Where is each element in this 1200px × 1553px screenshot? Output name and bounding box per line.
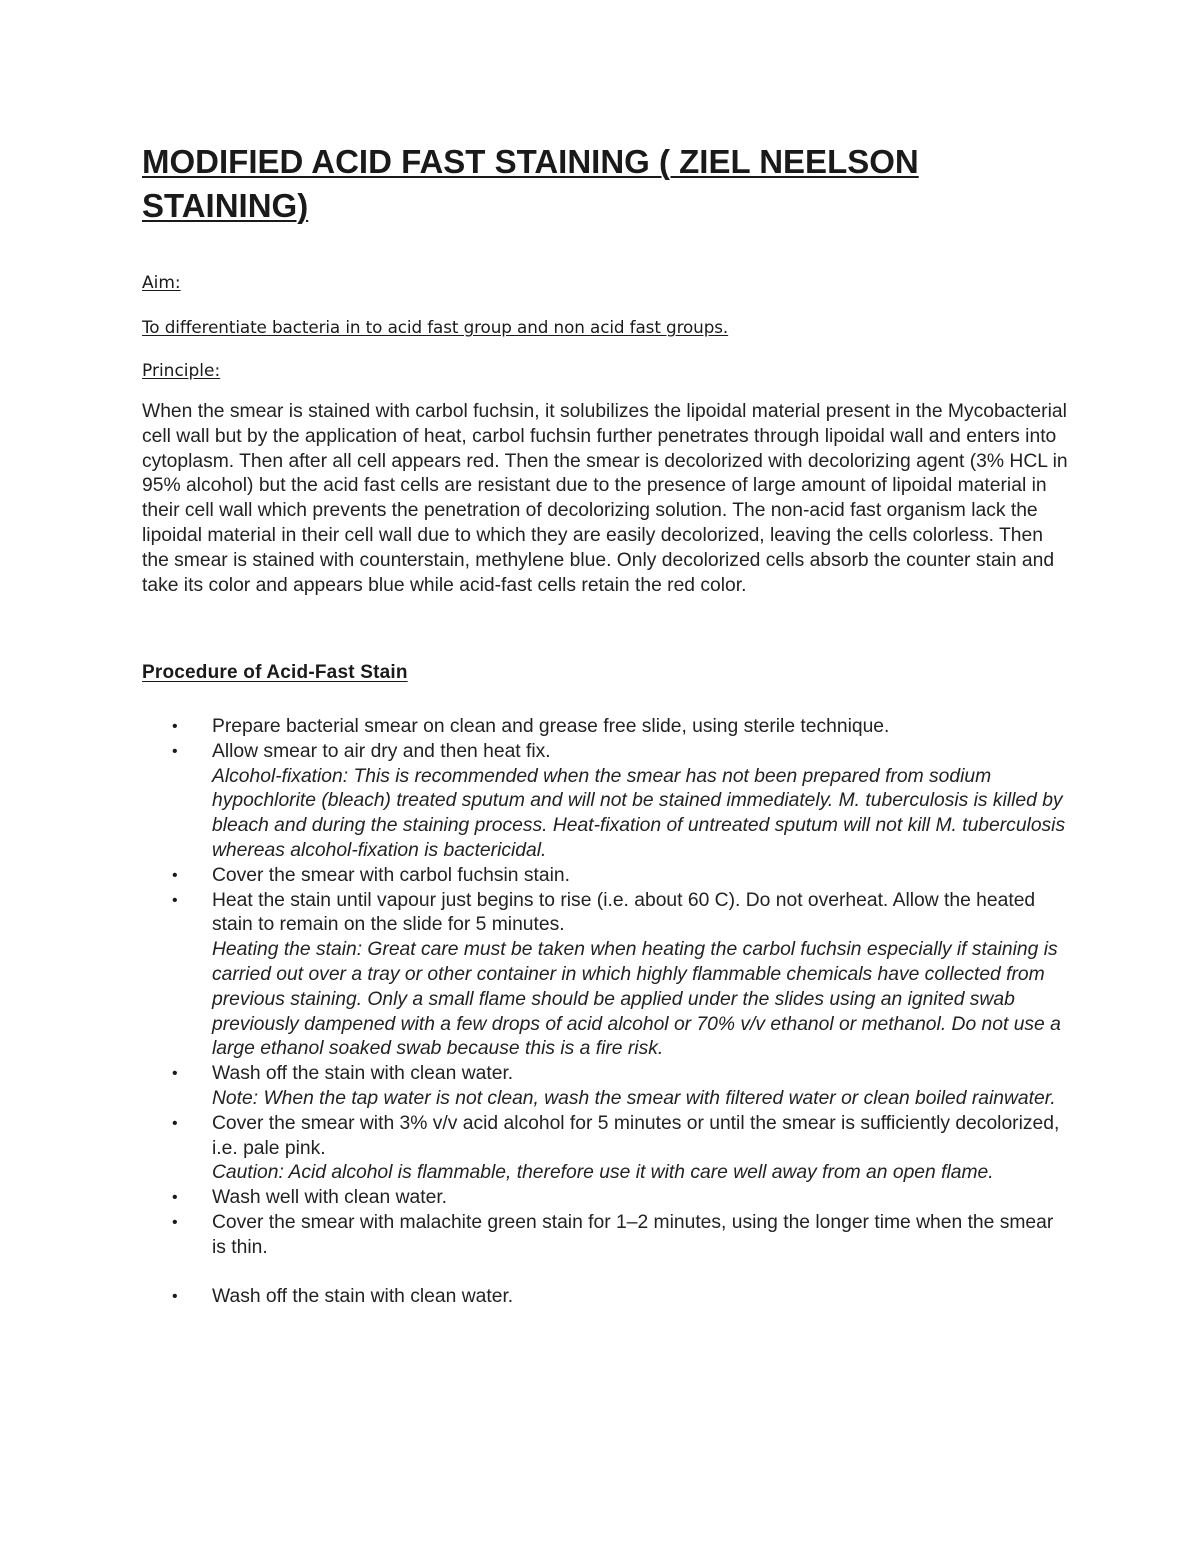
step-text: Wash off the stain with clean water. — [212, 1286, 514, 1308]
bullet-icon: • — [172, 1189, 178, 1207]
bullet-icon: • — [172, 866, 178, 884]
step-text: Cover the smear with 3% v/v acid alcohol for 5 minutes or until the smear is sufficiently decolorized, i.e. pale pink. — [212, 1112, 1060, 1159]
principle-paragraph: When the smear is stained with carbol fuchsin, it solubilizes the lipoidal material present in the Mycobacterial cell wall but by the application of heat, carbol fuchsin further penetrates through lipoidal wall and enters into cytoplasm. Then after all cell appears red. Then the smear is decolorized with decolorizing agent (3% HCL in 95% alcohol) but the acid fast cells are resistant due to the presence of large amount of lipoidal material in their cell wall which prevents the penetration of decolorizing solution. The non-acid fast organism lack the lipoidal material in their cell wall due to which they are easily decolorized, leaving the cells colorless. Then the smear is stained with counterstain, methylene blue. Only decolorized cells absorb the counter stain and take its color and appears blue while acid-fast cells retain the red color. — [142, 401, 1068, 596]
procedure-step — [0, 1186, 1072, 1211]
step-text: Cover the smear with carbol fuchsin stain. — [212, 864, 570, 886]
procedure-step — [0, 1211, 1072, 1261]
aim-text: To differentiate bacteria in to acid fast group and non acid fast groups. — [142, 317, 729, 337]
aim-label: Aim: — [142, 273, 181, 293]
step-text: Wash off the stain with clean water. — [212, 1063, 514, 1085]
step-note: Alcohol-fixation: This is recommended when the smear has not been prepared from sodium hypochlorite (bleach) treated sputum and will not be stained immediately. M. tuberculosis is killed by bleach and during the staining process. Heat-fixation of untreated sputum will not kill M. tuberculosis whereas alcohol-fixation is bactericidal. — [212, 765, 1066, 861]
principle-label: Principle: — [142, 361, 221, 381]
step-text: Cover the smear with malachite green stain for 1–2 minutes, using the longer time when the smear is thin. — [212, 1211, 1054, 1258]
bullet-icon: • — [172, 742, 178, 760]
procedure-step — [0, 1062, 1072, 1112]
step-text: Heat the stain until vapour just begins to rise (i.e. about 60 C). Do not overheat. Allow the heated stain to remain on the slide for 5 minutes. — [212, 889, 1036, 936]
procedure-steps-list — [0, 715, 1200, 1310]
procedure-step — [0, 740, 1072, 864]
bullet-icon: • — [172, 718, 178, 735]
bullet-icon: • — [172, 891, 178, 909]
bullet-icon: • — [172, 1114, 178, 1132]
procedure-step — [0, 715, 1072, 740]
step-text: Allow smear to air dry and then heat fix. — [212, 740, 551, 762]
step-text: Prepare bacterial smear on clean and grease free slide, using sterile technique. — [212, 716, 890, 737]
step-note: Heating the stain: Great care must be taken when heating the carbol fuchsin especially if staining is carried out over a tray or other container in which highly flammable chemicals have collected from previous staining. Only a small flame should be applied under the slides using an ignited swab previously dampened with a few drops of acid alcohol or 70% v/v ethanol or methanol. Do not use a large ethanol soaked swab because this is a fire risk. — [212, 939, 1061, 1060]
step-note: Note: When the tap water is not clean, wash the smear with filtered water or clean boiled rainwater. — [212, 1087, 1056, 1109]
procedure-step — [0, 864, 1072, 889]
document-title: MODIFIED ACID FAST STAINING ( ZIEL NEELSON STAINING) — [142, 143, 919, 224]
procedure-step — [0, 1285, 1072, 1310]
bullet-icon: • — [172, 1065, 178, 1083]
step-text: Wash well with clean water. — [212, 1187, 448, 1209]
step-note: Caution: Acid alcohol is flammable, therefore use it with care well away from an open flame. — [212, 1162, 994, 1184]
procedure-heading: Procedure of Acid-Fast Stain — [142, 662, 408, 683]
bullet-icon: • — [172, 1213, 178, 1231]
procedure-step — [0, 889, 1072, 1063]
bullet-icon: • — [172, 1288, 178, 1306]
procedure-step — [0, 1112, 1072, 1186]
